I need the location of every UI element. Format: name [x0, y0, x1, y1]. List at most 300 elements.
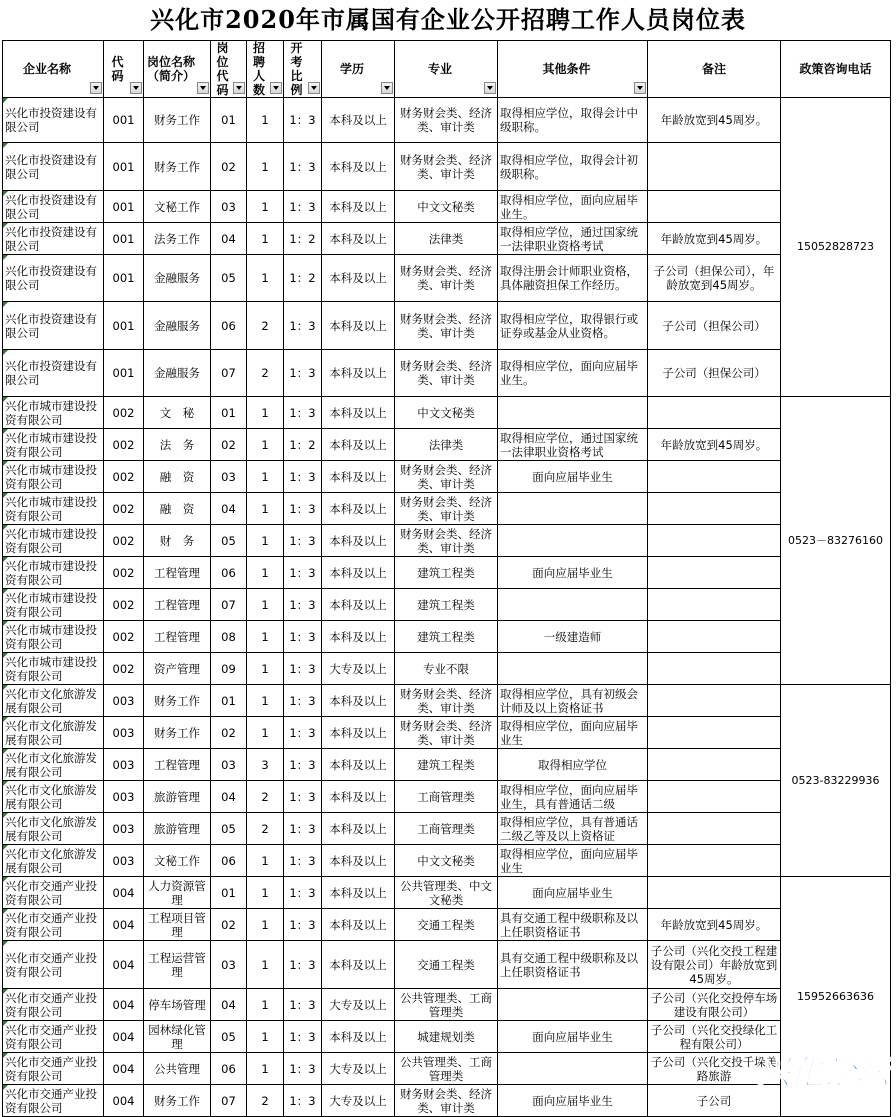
- company-cell[interactable]: 兴化市投资建设有限公司: [3, 143, 104, 191]
- ratio-cell[interactable]: 1：3: [284, 461, 322, 493]
- code-cell[interactable]: 002: [104, 397, 144, 429]
- education-cell[interactable]: 本科及以上: [322, 525, 395, 557]
- major-cell[interactable]: 财务财会类、经济类、审计类: [395, 461, 498, 493]
- note-cell[interactable]: [648, 493, 781, 525]
- note-cell[interactable]: [648, 685, 781, 717]
- post-code-cell[interactable]: 07: [211, 350, 247, 397]
- post-code-cell[interactable]: 02: [211, 909, 247, 941]
- code-cell[interactable]: 001: [104, 302, 144, 350]
- conditions-cell[interactable]: [498, 1053, 648, 1085]
- post-cell[interactable]: 公共管理: [144, 1053, 211, 1085]
- major-cell[interactable]: 法律类: [395, 223, 498, 255]
- code-cell[interactable]: 004: [104, 1021, 144, 1053]
- number-cell[interactable]: 1: [247, 685, 284, 717]
- post-cell[interactable]: 旅游管理: [144, 813, 211, 845]
- education-cell[interactable]: 本科及以上: [322, 397, 395, 429]
- note-cell[interactable]: 年龄放宽到45周岁。: [648, 223, 781, 255]
- header-major[interactable]: 专业: [395, 41, 498, 98]
- post-code-cell[interactable]: 01: [211, 98, 247, 143]
- note-cell[interactable]: 子公司（兴化交投千垛美路旅游: [648, 1053, 781, 1085]
- note-cell[interactable]: [648, 813, 781, 845]
- post-code-cell[interactable]: 05: [211, 525, 247, 557]
- code-cell[interactable]: 001: [104, 191, 144, 223]
- code-cell[interactable]: 001: [104, 98, 144, 143]
- filter-dropdown-icon[interactable]: [130, 82, 142, 94]
- filter-dropdown-icon[interactable]: [484, 82, 496, 94]
- post-cell[interactable]: 金融服务: [144, 350, 211, 397]
- phone-cell[interactable]: 15952663636: [781, 877, 891, 1117]
- company-cell[interactable]: 兴化市城市建设投资有限公司: [3, 557, 104, 589]
- company-cell[interactable]: 兴化市投资建设有限公司: [3, 98, 104, 143]
- number-cell[interactable]: 1: [247, 493, 284, 525]
- major-cell[interactable]: 公共管理类、中文文秘类: [395, 877, 498, 909]
- conditions-cell[interactable]: 面向应届毕业生: [498, 461, 648, 493]
- number-cell[interactable]: 1: [247, 223, 284, 255]
- number-cell[interactable]: 1: [247, 621, 284, 653]
- conditions-cell[interactable]: [498, 653, 648, 685]
- conditions-cell[interactable]: [498, 989, 648, 1021]
- company-cell[interactable]: 兴化市交通产业投资有限公司: [3, 1085, 104, 1117]
- conditions-cell[interactable]: 取得相应学位，面向应届毕业生: [498, 717, 648, 749]
- post-code-cell[interactable]: 03: [211, 191, 247, 223]
- ratio-cell[interactable]: 1：3: [284, 749, 322, 781]
- post-code-cell[interactable]: 07: [211, 589, 247, 621]
- conditions-cell[interactable]: [498, 589, 648, 621]
- ratio-cell[interactable]: 1：3: [284, 557, 322, 589]
- major-cell[interactable]: 财务财会类、经济类、审计类: [395, 350, 498, 397]
- code-cell[interactable]: 002: [104, 589, 144, 621]
- ratio-cell[interactable]: 1：3: [284, 877, 322, 909]
- post-code-cell[interactable]: 06: [211, 557, 247, 589]
- company-cell[interactable]: 兴化市交通产业投资有限公司: [3, 989, 104, 1021]
- education-cell[interactable]: 本科及以上: [322, 557, 395, 589]
- number-cell[interactable]: 2: [247, 813, 284, 845]
- education-cell[interactable]: 本科及以上: [322, 493, 395, 525]
- major-cell[interactable]: 中文文秘类: [395, 191, 498, 223]
- post-cell[interactable]: 工程项目管理: [144, 909, 211, 941]
- conditions-cell[interactable]: 取得相应学位，取得会计中级职称。: [498, 98, 648, 143]
- ratio-cell[interactable]: 1：3: [284, 941, 322, 989]
- company-cell[interactable]: 兴化市文化旅游发展有限公司: [3, 813, 104, 845]
- header-post-code[interactable]: 岗位代码: [211, 41, 247, 98]
- post-code-cell[interactable]: 09: [211, 653, 247, 685]
- note-cell[interactable]: [648, 557, 781, 589]
- post-cell[interactable]: 文 秘: [144, 397, 211, 429]
- conditions-cell[interactable]: 取得相应学位，具有初级会计师及以上资格证书: [498, 685, 648, 717]
- post-cell[interactable]: 金融服务: [144, 255, 211, 302]
- header-education[interactable]: 学历: [322, 41, 395, 98]
- number-cell[interactable]: 1: [247, 989, 284, 1021]
- major-cell[interactable]: 建筑工程类: [395, 621, 498, 653]
- number-cell[interactable]: 1: [247, 397, 284, 429]
- major-cell[interactable]: 交通工程类: [395, 941, 498, 989]
- major-cell[interactable]: 公共管理类、工商管理类: [395, 1053, 498, 1085]
- post-cell[interactable]: 融 资: [144, 493, 211, 525]
- header-code[interactable]: 代码: [104, 41, 144, 98]
- conditions-cell[interactable]: 面向应届毕业生: [498, 1021, 648, 1053]
- code-cell[interactable]: 002: [104, 557, 144, 589]
- post-cell[interactable]: 停车场管理: [144, 989, 211, 1021]
- company-cell[interactable]: 兴化市文化旅游发展有限公司: [3, 749, 104, 781]
- post-cell[interactable]: 文秘工作: [144, 191, 211, 223]
- post-code-cell[interactable]: 04: [211, 781, 247, 813]
- code-cell[interactable]: 004: [104, 909, 144, 941]
- code-cell[interactable]: 003: [104, 685, 144, 717]
- post-cell[interactable]: 财务工作: [144, 143, 211, 191]
- header-conditions[interactable]: 其他条件: [498, 41, 648, 98]
- note-cell[interactable]: [648, 621, 781, 653]
- conditions-cell[interactable]: 取得相应学位，面向应届毕业生，具有普通话二级: [498, 781, 648, 813]
- number-cell[interactable]: 3: [247, 749, 284, 781]
- ratio-cell[interactable]: 1：2: [284, 429, 322, 461]
- post-code-cell[interactable]: 01: [211, 877, 247, 909]
- ratio-cell[interactable]: 1：3: [284, 143, 322, 191]
- code-cell[interactable]: 004: [104, 941, 144, 989]
- education-cell[interactable]: 本科及以上: [322, 717, 395, 749]
- code-cell[interactable]: 003: [104, 781, 144, 813]
- code-cell[interactable]: 004: [104, 877, 144, 909]
- code-cell[interactable]: 002: [104, 461, 144, 493]
- header-ratio[interactable]: 开考比例: [284, 41, 322, 98]
- note-cell[interactable]: [648, 143, 781, 191]
- post-cell[interactable]: 财务工作: [144, 98, 211, 143]
- conditions-cell[interactable]: 取得相应学位，面向应届毕业生。: [498, 191, 648, 223]
- major-cell[interactable]: 财务财会类、经济类、审计类: [395, 98, 498, 143]
- note-cell[interactable]: 子公司: [648, 1085, 781, 1117]
- note-cell[interactable]: [648, 653, 781, 685]
- code-cell[interactable]: 001: [104, 223, 144, 255]
- conditions-cell[interactable]: 取得相应学位，面向应届毕业生。: [498, 350, 648, 397]
- major-cell[interactable]: 中文文秘类: [395, 397, 498, 429]
- number-cell[interactable]: 2: [247, 1085, 284, 1117]
- conditions-cell[interactable]: 取得相应学位，通过国家统一法律职业资格考试: [498, 429, 648, 461]
- education-cell[interactable]: 大专及以上: [322, 1053, 395, 1085]
- conditions-cell[interactable]: 具有交通工程中级职称及以上任职资格证书: [498, 941, 648, 989]
- ratio-cell[interactable]: 1：3: [284, 845, 322, 877]
- number-cell[interactable]: 1: [247, 191, 284, 223]
- education-cell[interactable]: 大专及以上: [322, 653, 395, 685]
- post-cell[interactable]: 工程管理: [144, 749, 211, 781]
- post-cell[interactable]: 融 资: [144, 461, 211, 493]
- education-cell[interactable]: 本科及以上: [322, 621, 395, 653]
- education-cell[interactable]: 本科及以上: [322, 941, 395, 989]
- header-company[interactable]: 企业名称: [3, 41, 104, 98]
- post-cell[interactable]: 财务工作: [144, 685, 211, 717]
- note-cell[interactable]: [648, 525, 781, 557]
- education-cell[interactable]: 本科及以上: [322, 350, 395, 397]
- code-cell[interactable]: 002: [104, 621, 144, 653]
- filter-dropdown-icon[interactable]: [270, 82, 282, 94]
- note-cell[interactable]: 年龄放宽到45周岁。: [648, 429, 781, 461]
- company-cell[interactable]: 兴化市投资建设有限公司: [3, 255, 104, 302]
- number-cell[interactable]: 1: [247, 255, 284, 302]
- number-cell[interactable]: 1: [247, 557, 284, 589]
- code-cell[interactable]: 003: [104, 717, 144, 749]
- major-cell[interactable]: 财务财会类、经济类、审计类: [395, 525, 498, 557]
- post-code-cell[interactable]: 08: [211, 621, 247, 653]
- conditions-cell[interactable]: [498, 493, 648, 525]
- ratio-cell[interactable]: 1：3: [284, 98, 322, 143]
- post-cell[interactable]: 工程管理: [144, 621, 211, 653]
- post-code-cell[interactable]: 05: [211, 813, 247, 845]
- education-cell[interactable]: 本科及以上: [322, 813, 395, 845]
- education-cell[interactable]: 本科及以上: [322, 749, 395, 781]
- conditions-cell[interactable]: 取得相应学位，通过国家统一法律职业资格考试: [498, 223, 648, 255]
- number-cell[interactable]: 1: [247, 589, 284, 621]
- company-cell[interactable]: 兴化市城市建设投资有限公司: [3, 525, 104, 557]
- filter-dropdown-icon[interactable]: [381, 82, 393, 94]
- post-code-cell[interactable]: 05: [211, 1021, 247, 1053]
- number-cell[interactable]: 1: [247, 429, 284, 461]
- education-cell[interactable]: 本科及以上: [322, 589, 395, 621]
- note-cell[interactable]: 年龄放宽到45周岁。: [648, 98, 781, 143]
- ratio-cell[interactable]: 1：3: [284, 350, 322, 397]
- education-cell[interactable]: 本科及以上: [322, 685, 395, 717]
- company-cell[interactable]: 兴化市城市建设投资有限公司: [3, 653, 104, 685]
- note-cell[interactable]: 子公司（兴化交投绿化工程有限公司）: [648, 1021, 781, 1053]
- education-cell[interactable]: 本科及以上: [322, 781, 395, 813]
- company-cell[interactable]: 兴化市城市建设投资有限公司: [3, 621, 104, 653]
- ratio-cell[interactable]: 1：3: [284, 493, 322, 525]
- post-cell[interactable]: 工程管理: [144, 589, 211, 621]
- education-cell[interactable]: 本科及以上: [322, 461, 395, 493]
- number-cell[interactable]: 1: [247, 909, 284, 941]
- header-number[interactable]: 招聘人数: [247, 41, 284, 98]
- post-code-cell[interactable]: 06: [211, 1053, 247, 1085]
- post-code-cell[interactable]: 04: [211, 989, 247, 1021]
- code-cell[interactable]: 002: [104, 429, 144, 461]
- phone-cell[interactable]: 0523-83229936: [781, 685, 891, 877]
- note-cell[interactable]: 子公司（兴化交投工程建设有限公司）年龄放宽到45周岁。: [648, 941, 781, 989]
- number-cell[interactable]: 2: [247, 350, 284, 397]
- education-cell[interactable]: 本科及以上: [322, 98, 395, 143]
- company-cell[interactable]: 兴化市投资建设有限公司: [3, 302, 104, 350]
- ratio-cell[interactable]: 1：3: [284, 909, 322, 941]
- company-cell[interactable]: 兴化市投资建设有限公司: [3, 191, 104, 223]
- conditions-cell[interactable]: [498, 397, 648, 429]
- education-cell[interactable]: 本科及以上: [322, 877, 395, 909]
- note-cell[interactable]: 子公司（担保公司）: [648, 350, 781, 397]
- conditions-cell[interactable]: 取得相应学位，具有普通话二级乙等及以上资格证: [498, 813, 648, 845]
- note-cell[interactable]: [648, 749, 781, 781]
- filter-dropdown-icon[interactable]: [308, 82, 320, 94]
- company-cell[interactable]: 兴化市交通产业投资有限公司: [3, 1053, 104, 1085]
- post-cell[interactable]: 法 务: [144, 429, 211, 461]
- ratio-cell[interactable]: 1：3: [284, 191, 322, 223]
- post-cell[interactable]: 财务工作: [144, 717, 211, 749]
- ratio-cell[interactable]: 1：3: [284, 397, 322, 429]
- note-cell[interactable]: 子公司（担保公司），年龄放宽到45周岁。: [648, 255, 781, 302]
- education-cell[interactable]: 大专及以上: [322, 989, 395, 1021]
- post-code-cell[interactable]: 03: [211, 749, 247, 781]
- code-cell[interactable]: 002: [104, 493, 144, 525]
- post-code-cell[interactable]: 07: [211, 1085, 247, 1117]
- major-cell[interactable]: 建筑工程类: [395, 589, 498, 621]
- ratio-cell[interactable]: 1：3: [284, 1021, 322, 1053]
- post-code-cell[interactable]: 04: [211, 223, 247, 255]
- education-cell[interactable]: 本科及以上: [322, 223, 395, 255]
- post-code-cell[interactable]: 05: [211, 255, 247, 302]
- filter-dropdown-icon[interactable]: [90, 82, 102, 94]
- company-cell[interactable]: 兴化市城市建设投资有限公司: [3, 461, 104, 493]
- company-cell[interactable]: 兴化市文化旅游发展有限公司: [3, 845, 104, 877]
- major-cell[interactable]: 建筑工程类: [395, 749, 498, 781]
- education-cell[interactable]: 本科及以上: [322, 302, 395, 350]
- post-code-cell[interactable]: 04: [211, 493, 247, 525]
- post-cell[interactable]: 法务工作: [144, 223, 211, 255]
- ratio-cell[interactable]: 1：3: [284, 589, 322, 621]
- code-cell[interactable]: 003: [104, 845, 144, 877]
- filter-dropdown-icon[interactable]: [634, 82, 646, 94]
- note-cell[interactable]: [648, 191, 781, 223]
- post-cell[interactable]: 财务工作: [144, 1085, 211, 1117]
- post-code-cell[interactable]: 03: [211, 941, 247, 989]
- company-cell[interactable]: 兴化市城市建设投资有限公司: [3, 397, 104, 429]
- code-cell[interactable]: 001: [104, 143, 144, 191]
- major-cell[interactable]: 工商管理类: [395, 813, 498, 845]
- post-code-cell[interactable]: 06: [211, 302, 247, 350]
- education-cell[interactable]: 本科及以上: [322, 845, 395, 877]
- post-code-cell[interactable]: 02: [211, 143, 247, 191]
- conditions-cell[interactable]: 取得注册会计师职业资格，具体融资担保工作经历。: [498, 255, 648, 302]
- education-cell[interactable]: 本科及以上: [322, 1021, 395, 1053]
- major-cell[interactable]: 城建规划类: [395, 1021, 498, 1053]
- number-cell[interactable]: 1: [247, 845, 284, 877]
- number-cell[interactable]: 1: [247, 717, 284, 749]
- education-cell[interactable]: 大专及以上: [322, 1085, 395, 1117]
- ratio-cell[interactable]: 1：3: [284, 653, 322, 685]
- company-cell[interactable]: 兴化市交通产业投资有限公司: [3, 941, 104, 989]
- number-cell[interactable]: 1: [247, 877, 284, 909]
- phone-cell[interactable]: 15052828723: [781, 98, 891, 397]
- number-cell[interactable]: 1: [247, 653, 284, 685]
- code-cell[interactable]: 004: [104, 1053, 144, 1085]
- header-post[interactable]: 岗位名称（简介）: [144, 41, 211, 98]
- major-cell[interactable]: 财务财会类、经济类、审计类: [395, 1085, 498, 1117]
- note-cell[interactable]: [648, 461, 781, 493]
- company-cell[interactable]: 兴化市投资建设有限公司: [3, 223, 104, 255]
- post-code-cell[interactable]: 02: [211, 717, 247, 749]
- filter-dropdown-icon[interactable]: [233, 82, 245, 94]
- major-cell[interactable]: 财务财会类、经济类、审计类: [395, 143, 498, 191]
- post-cell[interactable]: 资产管理: [144, 653, 211, 685]
- company-cell[interactable]: 兴化市投资建设有限公司: [3, 350, 104, 397]
- major-cell[interactable]: 财务财会类、经济类、审计类: [395, 493, 498, 525]
- education-cell[interactable]: 本科及以上: [322, 191, 395, 223]
- company-cell[interactable]: 兴化市交通产业投资有限公司: [3, 909, 104, 941]
- post-cell[interactable]: 文秘工作: [144, 845, 211, 877]
- number-cell[interactable]: 1: [247, 98, 284, 143]
- ratio-cell[interactable]: 1：3: [284, 525, 322, 557]
- major-cell[interactable]: 公共管理类、工商管理类: [395, 989, 498, 1021]
- education-cell[interactable]: 本科及以上: [322, 429, 395, 461]
- major-cell[interactable]: 建筑工程类: [395, 557, 498, 589]
- number-cell[interactable]: 1: [247, 143, 284, 191]
- ratio-cell[interactable]: 1：3: [284, 685, 322, 717]
- company-cell[interactable]: 兴化市交通产业投资有限公司: [3, 877, 104, 909]
- note-cell[interactable]: [648, 717, 781, 749]
- note-cell[interactable]: [648, 845, 781, 877]
- ratio-cell[interactable]: 1：2: [284, 255, 322, 302]
- ratio-cell[interactable]: 1：3: [284, 813, 322, 845]
- code-cell[interactable]: 002: [104, 653, 144, 685]
- major-cell[interactable]: 财务财会类、经济类、审计类: [395, 685, 498, 717]
- code-cell[interactable]: 004: [104, 1085, 144, 1117]
- ratio-cell[interactable]: 1：3: [284, 1085, 322, 1117]
- ratio-cell[interactable]: 1：3: [284, 717, 322, 749]
- ratio-cell[interactable]: 1：3: [284, 781, 322, 813]
- note-cell[interactable]: [648, 781, 781, 813]
- note-cell[interactable]: [648, 589, 781, 621]
- conditions-cell[interactable]: 面向应届毕业生: [498, 557, 648, 589]
- major-cell[interactable]: 中文文秘类: [395, 845, 498, 877]
- company-cell[interactable]: 兴化市城市建设投资有限公司: [3, 429, 104, 461]
- post-cell[interactable]: 工程管理: [144, 557, 211, 589]
- code-cell[interactable]: 001: [104, 255, 144, 302]
- number-cell[interactable]: 1: [247, 525, 284, 557]
- post-code-cell[interactable]: 01: [211, 685, 247, 717]
- ratio-cell[interactable]: 1：3: [284, 621, 322, 653]
- education-cell[interactable]: 本科及以上: [322, 909, 395, 941]
- ratio-cell[interactable]: 1：3: [284, 1053, 322, 1085]
- conditions-cell[interactable]: 取得相应学位: [498, 749, 648, 781]
- ratio-cell[interactable]: 1：3: [284, 302, 322, 350]
- company-cell[interactable]: 兴化市交通产业投资有限公司: [3, 1021, 104, 1053]
- post-cell[interactable]: 工程运营管理: [144, 941, 211, 989]
- note-cell[interactable]: [648, 397, 781, 429]
- code-cell[interactable]: 003: [104, 749, 144, 781]
- code-cell[interactable]: 003: [104, 813, 144, 845]
- company-cell[interactable]: 兴化市城市建设投资有限公司: [3, 589, 104, 621]
- company-cell[interactable]: 兴化市城市建设投资有限公司: [3, 493, 104, 525]
- major-cell[interactable]: 财务财会类、经济类、审计类: [395, 717, 498, 749]
- note-cell[interactable]: 子公司（担保公司）: [648, 302, 781, 350]
- major-cell[interactable]: 法律类: [395, 429, 498, 461]
- phone-cell[interactable]: 0523－83276160: [781, 397, 891, 685]
- education-cell[interactable]: 本科及以上: [322, 255, 395, 302]
- company-cell[interactable]: 兴化市文化旅游发展有限公司: [3, 717, 104, 749]
- conditions-cell[interactable]: 取得相应学位，取得会计初级职称。: [498, 143, 648, 191]
- ratio-cell[interactable]: 1：3: [284, 989, 322, 1021]
- post-cell[interactable]: 旅游管理: [144, 781, 211, 813]
- conditions-cell[interactable]: 面向应届毕业生: [498, 1085, 648, 1117]
- post-code-cell[interactable]: 01: [211, 397, 247, 429]
- number-cell[interactable]: 2: [247, 302, 284, 350]
- number-cell[interactable]: 1: [247, 1021, 284, 1053]
- conditions-cell[interactable]: 面向应届毕业生: [498, 877, 648, 909]
- major-cell[interactable]: 工商管理类: [395, 781, 498, 813]
- major-cell[interactable]: 专业不限: [395, 653, 498, 685]
- note-cell[interactable]: [648, 877, 781, 909]
- conditions-cell[interactable]: 具有交通工程中级职称及以上任职资格证书: [498, 909, 648, 941]
- major-cell[interactable]: 交通工程类: [395, 909, 498, 941]
- education-cell[interactable]: 本科及以上: [322, 143, 395, 191]
- code-cell[interactable]: 002: [104, 525, 144, 557]
- code-cell[interactable]: 001: [104, 350, 144, 397]
- filter-dropdown-icon[interactable]: [197, 82, 209, 94]
- conditions-cell[interactable]: 取得相应学位，面向应届毕业生: [498, 845, 648, 877]
- number-cell[interactable]: 2: [247, 781, 284, 813]
- major-cell[interactable]: 财务财会类、经济类、审计类: [395, 255, 498, 302]
- post-cell[interactable]: 人力资源管理: [144, 877, 211, 909]
- post-code-cell[interactable]: 02: [211, 429, 247, 461]
- company-cell[interactable]: 兴化市文化旅游发展有限公司: [3, 781, 104, 813]
- number-cell[interactable]: 1: [247, 461, 284, 493]
- ratio-cell[interactable]: 1：2: [284, 223, 322, 255]
- number-cell[interactable]: 1: [247, 941, 284, 989]
- conditions-cell[interactable]: 取得相应学位，取得银行或证券或基金从业资格。: [498, 302, 648, 350]
- post-code-cell[interactable]: 06: [211, 845, 247, 877]
